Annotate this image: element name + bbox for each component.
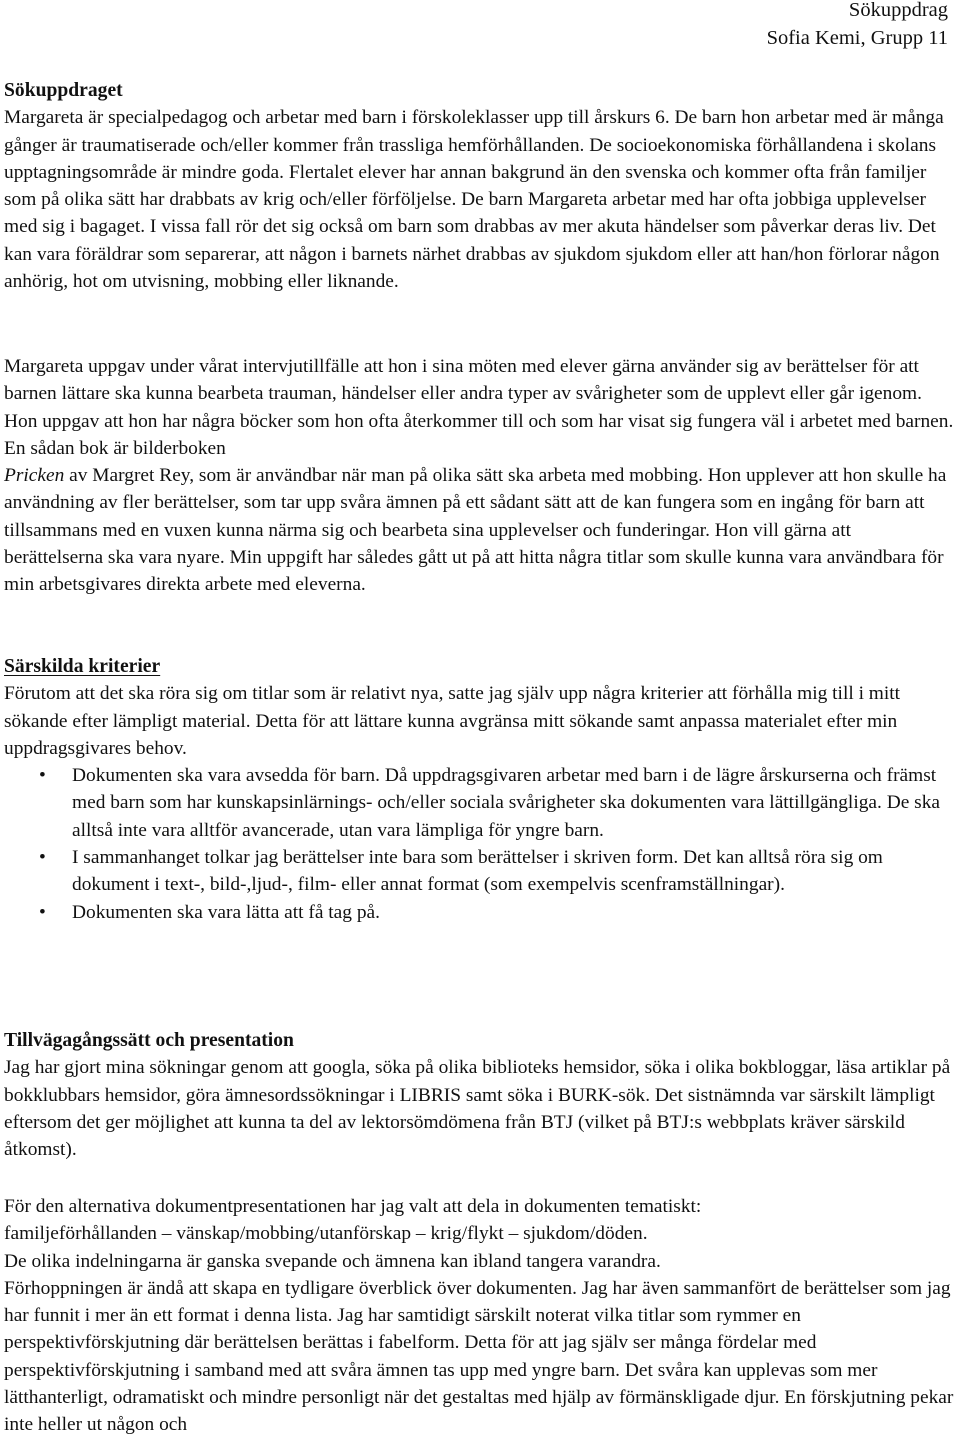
bullet-icon: • xyxy=(39,847,46,869)
header-doc-type: Sökuppdrag xyxy=(848,0,948,21)
section-presentation xyxy=(4,1193,954,1439)
list-item-text: Dokumenten ska vara lätta att få tag på. xyxy=(72,901,380,923)
list-item-text: I sammanhanget tolkar jag berättelser inte bara som berättelser i skriven form. Det kan alltså röra sig om dokument i text-, bild-,ljud-, film- eller annat format (som exempelvis scenframställningar). xyxy=(72,847,883,896)
section-heading-kriterier: Särskilda kriterier xyxy=(4,656,161,677)
header-author-group: Sofia Kemi, Grupp 11 xyxy=(766,27,948,49)
paragraph-interview-text-a: Margareta uppgav under vårat intervjutillfälle att hon i sina möten med elever gärna använder sig av berättelser för att barnen lättare ska kunna bearbeta trauman, händelser eller andra typer av svårigheter som de upplevt eller går igenom. Hon uppgav att hon har några böcker som hon ofta återkommer till och som har visat sig fungera väl i arbetet med barnen. En sådan bok är bilderboken xyxy=(4,356,954,459)
section-tillvagagangssatt xyxy=(4,1027,954,1163)
paragraph-background: Margareta är specialpedagog och arbetar med barn i förskoleklasser upp till årskurs 6. De barn hon arbetar med är många gånger är traumatiserade och/eller kommer från trassliga hemförhållanden. De socioekonomiska förhållandena i skolans upptagningsområde är mindre goda. Flertalet elever har annan bakgrund än den svenska och kommer ofta från familjer som på olika sätt har drabbats av krig och/eller förföljelse. De barn Margareta arbetar med har ofta jobbiga upplevelser med sig i bagaget. I vissa fall rör det sig också om barn som drabbas av mer akuta händelser som påverkar deras liv. Det kan vara föräldrar som separerar, att någon i barnets närhet drabbas av sjukdom sjukdom eller att han/hon förlorar någon anhörig, hot om utvisning, mobbing eller liknande. xyxy=(4,107,944,293)
bullet-icon: • xyxy=(39,765,46,787)
section-sarskilda-kriterier xyxy=(4,653,954,926)
page-header xyxy=(767,0,948,52)
paragraph-search-method: Jag har gjort mina sökningar genom att googla, söka på olika biblioteks hemsidor, söka i olika bokbloggar, läsa artiklar på bokklubbars hemsidor, göra ämnesordssökningar i LIBRIS samt söka i BURK-sök. Det sistnämnda var särskilt lämpligt eftersom det ger möjlighet att kunna ta del av lektorsömdömena från BTJ (vilket på BTJ:s webbplats kräver särskild åtkomst). xyxy=(4,1057,951,1161)
bullet-icon: • xyxy=(39,901,46,923)
section-sokuppdraget xyxy=(4,77,954,295)
criteria-list xyxy=(4,762,954,926)
section-heading-sokuppdraget: Sökuppdraget xyxy=(4,80,123,101)
list-item-text: Dokumenten ska vara avsedda för barn. Då uppdragsgivaren arbetar med barn i de lägre årskurserna och främst med barn som har kunskapsinlärnings- och/eller sociala svårigheter ska dokumenten vara lättillgängliga. De ska alltså inte vara alltför avancerade, utan vara lämpliga för yngre barn. xyxy=(72,765,941,841)
list-item xyxy=(4,899,954,926)
paragraph-criteria-intro: Förutom att det ska röra sig om titlar som är relativt nya, satte jag själv upp några kriterier att förhålla mig till i mitt sökande efter lämpligt material. Detta för att lättare kunna avgränsa mitt sökande samt anpassa materialet efter min uppdragsgivares behov. xyxy=(4,683,901,759)
book-title-pricken: Pricken xyxy=(4,465,65,487)
paragraph-interview xyxy=(4,353,954,599)
paragraph-presentation-line3: De olika indelningarna är ganska svepande och ämnena kan ibland tangera varandra. xyxy=(4,1250,661,1272)
section-sokuppdraget-cont xyxy=(4,353,954,599)
paragraph-interview-text-b: av Margret Rey, som är användbar när man på olika sätt ska arbeta med mobbing. Hon upplever att hon skulle ha användning av fler berättelser, som tar upp svåra ämnen på ett sådant sätt att de kan fungera som en ingång för barn att tillsammans med en vuxen kunna närma sig och bearbeta sina upplevelser och funderingar. Hon vill gärna att berättelserna ska vara nyare. Min uppgift har således gått ut på att hitta några titlar som skulle kunna vara användbara för min arbetsgivares direkta arbete med eleverna. xyxy=(4,465,947,596)
list-item xyxy=(4,762,954,844)
paragraph-presentation-themes: familjeförhållanden – vänskap/mobbing/utanförskap – krig/flykt – sjukdom/döden. xyxy=(4,1223,648,1245)
list-item xyxy=(4,844,954,899)
document-page xyxy=(4,0,956,1440)
paragraph-presentation-rest: Förhoppningen är ändå att skapa en tydligare överblick över dokumenten. Jag har även sammanfört de berättelser som jag har funnit i mer än ett format i denna lista. Jag har samtidigt särskilt noterat vilka titlar som rymmer en perspektivförskjutning där berättelsen berättas i fabelform. Detta för att jag själv ser många fördelar med perspektivförskjutning i samband med att svåra ämnen tas upp med yngre barn. Det svåra kan upplevas som mer lätthanterligt, odramatiskt och mindre personligt när det gestaltas med hjälp av förmänskligade djur. En förskjutning pekar inte heller ut någon och xyxy=(4,1277,954,1436)
section-heading-tillvagagangssatt: Tillvägagångssätt och presentation xyxy=(4,1030,294,1051)
paragraph-presentation-line1: För den alternativa dokumentpresentationen har jag valt att dela in dokumenten tematiskt: xyxy=(4,1196,702,1217)
